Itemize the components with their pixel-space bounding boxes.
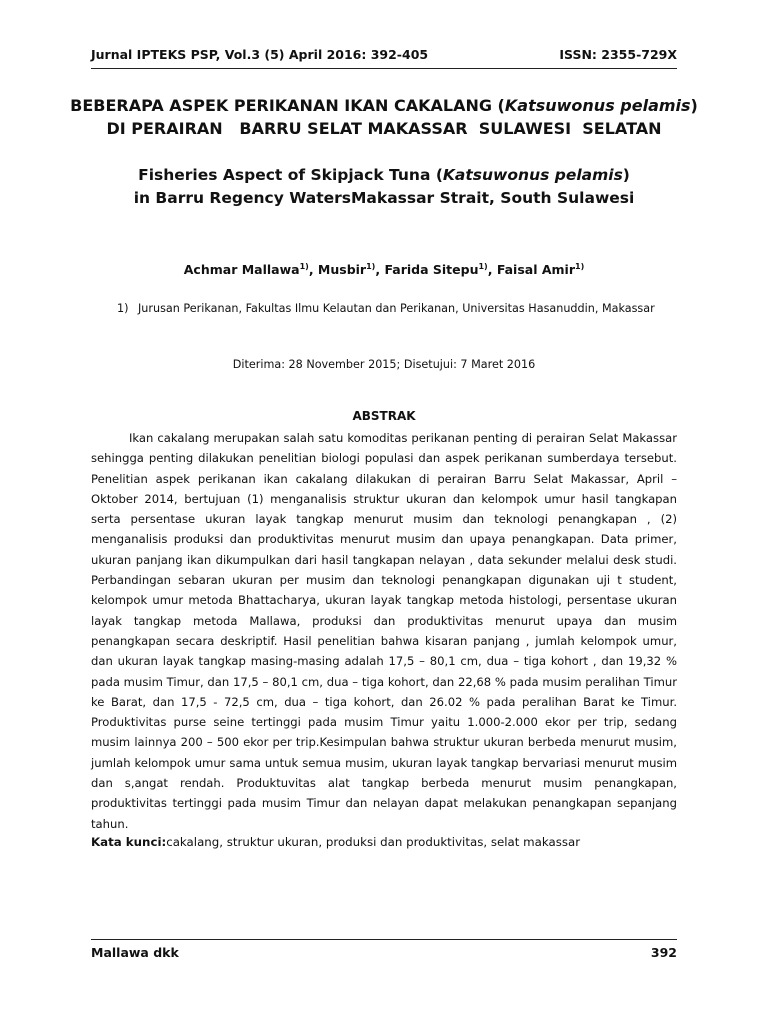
species-name: Katsuwonus pelamis: [504, 96, 691, 115]
author: Farida Sitepu$^{1)}$,: [384, 261, 497, 277]
header-divider: [91, 68, 677, 69]
species-name: Katsuwonus pelamis: [442, 166, 623, 184]
title-indonesian: [60, 94, 708, 140]
affiliation-number: 1): [117, 302, 129, 315]
journal-citation: Jurnal IPTEKS PSP, Vol.3 (5) April 2016: 392-405: [91, 47, 429, 62]
keywords-text: cakalang, struktur ukuran, produksi dan produktivitas, selat makassar: [166, 835, 581, 849]
abstract-heading: ABSTRAK: [352, 409, 416, 423]
title-id-line1: BEBERAPA ASPEK PERIKANAN IKAN CAKALANG (Katsuwonus pelamis): [70, 96, 698, 115]
issn: ISSN: 2355-729X: [559, 47, 677, 62]
affiliation-text: Jurusan Perikanan, Fakultas Ilmu Kelautan dan Perikanan, Universitas Hasanuddin, Makassar: [138, 302, 655, 315]
abstract-body: [91, 428, 677, 834]
received-accepted-dates: Diterima: 28 November 2015; Disetujui: 7 Maret 2016: [232, 358, 536, 371]
keywords: [91, 835, 677, 849]
footer-divider: [91, 939, 677, 940]
author: Faisal Amir$^{1)}$: [496, 261, 585, 277]
title-en-line2: in Barru Regency WatersMakassar Strait, South Sulawesi: [133, 189, 635, 207]
author-list: [60, 262, 708, 277]
running-header: [91, 47, 677, 62]
affiliation: [117, 302, 708, 315]
keywords-label: Kata kunci:: [91, 835, 167, 849]
title-id-line2: DI PERAIRAN BARRU SELAT MAKASSAR SULAWESI SELATAN: [106, 119, 662, 138]
title-english: [60, 164, 708, 210]
title-en-line1: Fisheries Aspect of Skipjack Tuna (Katsuwonus pelamis): [138, 166, 630, 184]
author: Musbir$^{1)}$,: [317, 261, 385, 277]
abstract-paragraph: Ikan cakalang merupakan salah satu komoditas perikanan penting di perairan Selat Makassar sehingga penting dilakukan penelitian biologi populasi dan aspek perikanan sumberdaya tersebut. Penelitian aspek perikanan ikan cakalang dilakukan di perairan Barru Selat Makassar, April – Oktober 2014, bertujuan (1) menganalisis struktur ukuran dan kelompok umur hasil tangkapan serta persentase ukuran layak tangkap menurut musim dan teknologi penangkapan , (2) menganalisis produksi dan produktivitas menurut musim dan upaya penangkapan. Data primer, ukuran panjang ikan dikumpulkan dari hasil tangkapan nelayan , data sekunder melalui desk studi. Perbandingan sebaran ukuran per musim dan teknologi penangkapan digunakan uji t student, kelompok umur metoda Bhattacharya, ukuran layak tangkap metoda histologi, persentase ukuran layak tangkap metoda Mallawa, produksi dan produktivitas menurut upaya dan musim penangkapan secara deskriptif. Hasil penelitian bahwa kisaran panjang , jumlah kelompok umur, dan ukuran layak tangkap masing-masing adalah 17,5 – 80,1 cm, dua – tiga kohort , dan 19,32 % pada musim Timur, dan 17,5 – 80,1 cm, dua – tiga kohort, dan 22,68 % pada musim peralihan Timur ke Barat, dan 17,5 - 72,5 cm, dua – tiga kohort, dan 26.02 % pada peralihan Barat ke Timur. Produktivitas purse seine tertinggi pada musim Timur yaitu 1.000-2.000 ekor per trip, sedang musim lainnya 200 – 500 ekor per trip.Kesimpulan bahwa struktur ukuran berbeda menurut musim, jumlah kelompok umur sama untuk semua musim, ukuran layak tangkap bervariasi menurut musim dan s,angat rendah. Produktuvitas alat tangkap berbeda menurut musim penangkapan, produktivitas tertinggi pada musim Timur dan nelayan dapat melakukan penangkapan sepanjang tahun.: [91, 431, 677, 831]
footer-author: Mallawa dkk: [91, 945, 179, 960]
running-footer: [91, 945, 677, 960]
page-number: 392: [650, 945, 677, 960]
author: Achmar Mallawa$^{1)}$,: [183, 261, 318, 277]
